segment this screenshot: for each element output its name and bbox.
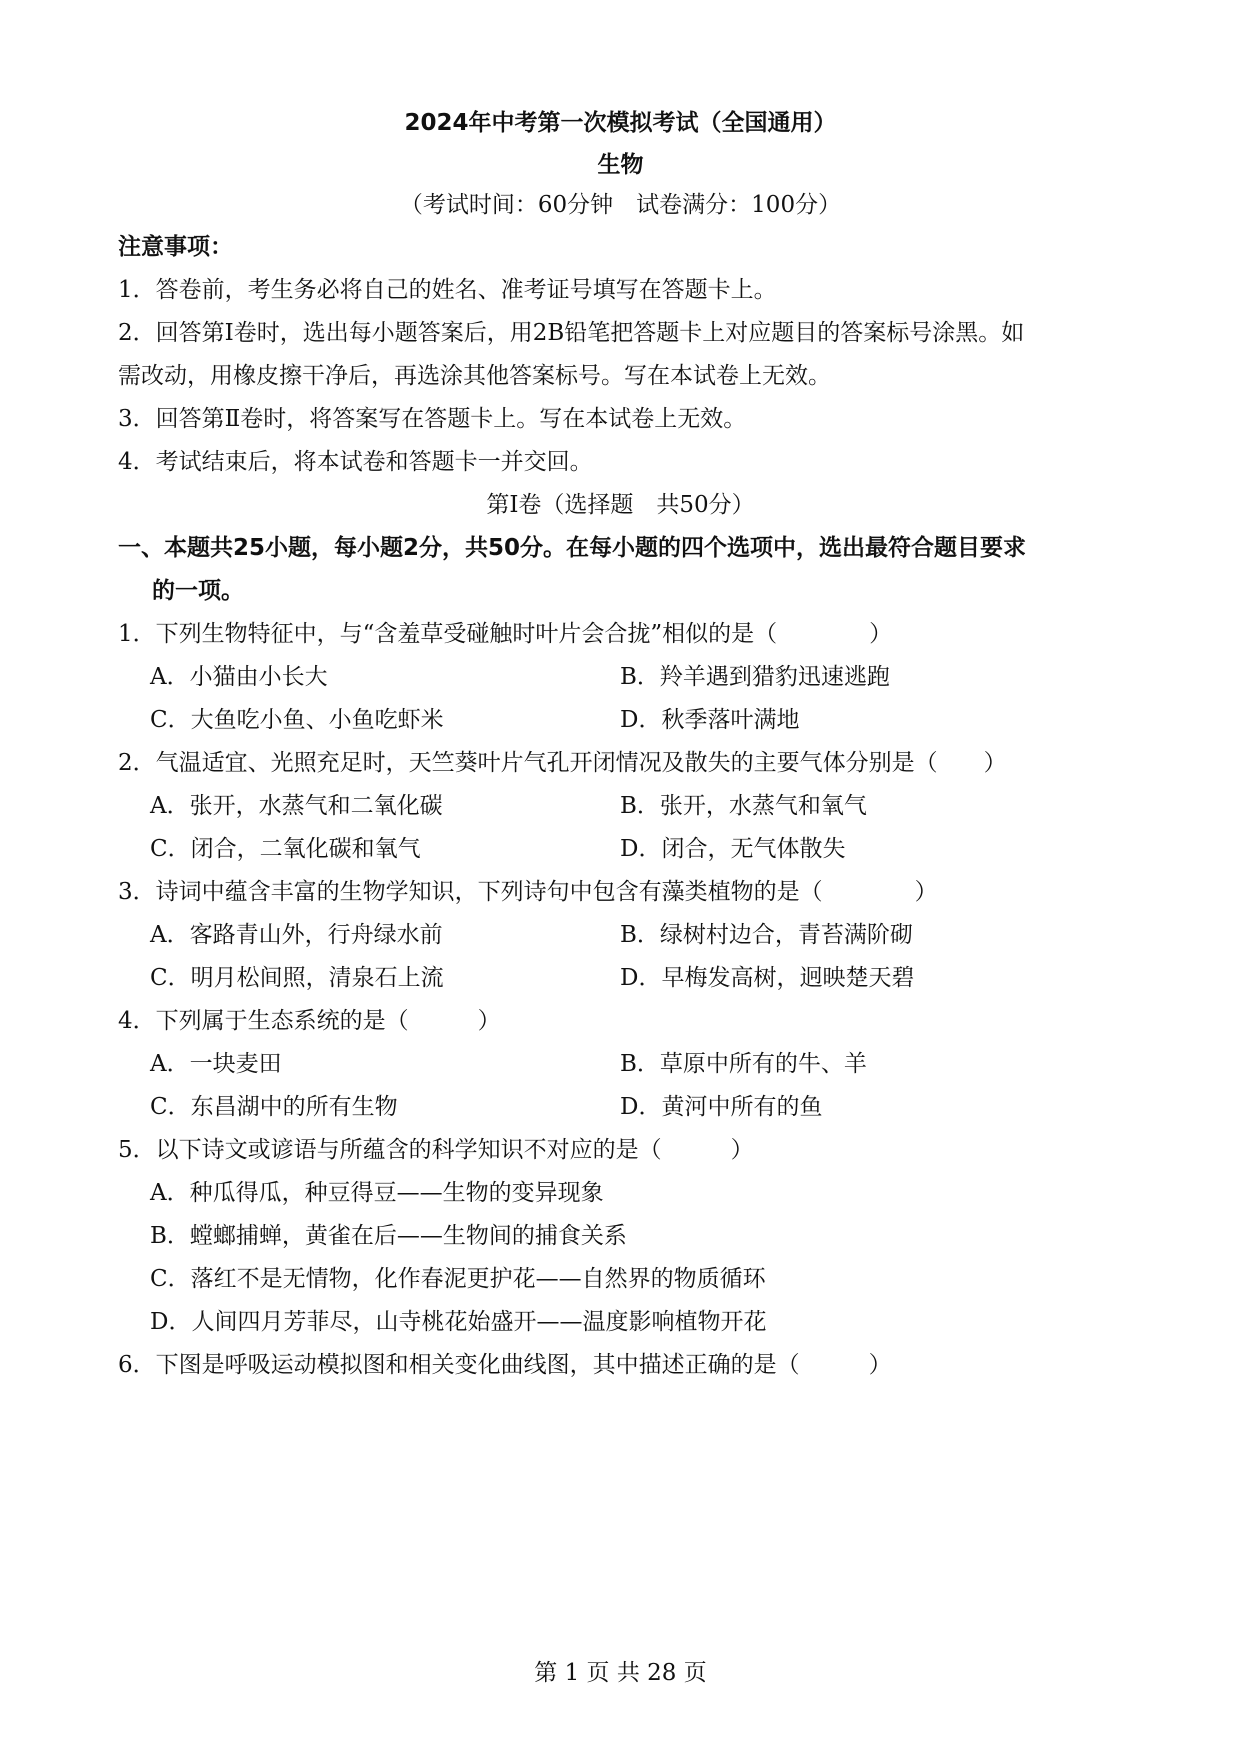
question-5-option-d: D．人间四月芳菲尽，山寺桃花始盛开——温度影响植物开花: [150, 1309, 767, 1335]
exam-info: （考试时间：60分钟 试卷满分：100分）: [399, 192, 842, 218]
question-3-option-a: A．客路青山外，行舟绿水前: [150, 922, 443, 948]
question-5-option-a: A．种瓜得瓜，种豆得豆——生物的变异现象: [150, 1180, 604, 1206]
question-2-option-c: C．闭合，二氧化碳和氧气: [150, 836, 421, 862]
question-3-stem: 3．诗词中蕴含丰富的生物学知识，下列诗句中包含有藻类植物的是（ ）: [118, 879, 938, 905]
note-item-2-cont: 需改动，用橡皮擦干净后，再选涂其他答案标号。写在本试卷上无效。: [118, 363, 831, 389]
question-4-option-b: B．草原中所有的牛、羊: [620, 1051, 867, 1077]
question-1-stem: 1．下列生物特征中，与“含羞草受碰触时叶片会合拢”相似的是（ ）: [118, 621, 893, 647]
question-4-stem: 4．下列属于生态系统的是（ ）: [118, 1008, 501, 1034]
question-4-option-c: C．东昌湖中的所有生物: [150, 1094, 398, 1120]
question-2-option-a: A．张开，水蒸气和二氧化碳: [150, 793, 443, 819]
note-item-2: 2．回答第Ⅰ卷时，选出每小题答案后，用2B铅笔把答题卡上对应题目的答案标号涂黑。如: [118, 320, 1025, 346]
question-2-stem: 2．气温适宜、光照充足时，天竺葵叶片气孔开闭情况及散失的主要气体分别是（ ）: [118, 750, 1007, 776]
question-1-option-b: B．羚羊遇到猎豹迅速逃跑: [620, 664, 890, 690]
question-1-option-c: C．大鱼吃小鱼、小鱼吃虾米: [150, 707, 444, 733]
question-5-option-c: C．落红不是无情物，化作春泥更护花——自然界的物质循环: [150, 1266, 766, 1292]
section-instruction-cont: 的一项。: [152, 578, 244, 604]
question-3-option-c: C．明月松间照，清泉石上流: [150, 965, 444, 991]
note-item-4: 4．考试结束后，将本试卷和答题卡一并交回。: [118, 449, 593, 475]
question-5-stem: 5．以下诗文或谚语与所蕴含的科学知识不对应的是（ ）: [118, 1137, 754, 1163]
question-1-option-a: A．小猫由小长大: [150, 664, 328, 690]
section-instruction: 一、本题共25小题，每小题2分，共50分。在每小题的四个选项中，选出最符合题目要求: [118, 535, 1027, 561]
question-4-option-d: D．黄河中所有的鱼: [620, 1094, 823, 1120]
note-item-3: 3．回答第Ⅱ卷时，将答案写在答题卡上。写在本试卷上无效。: [118, 406, 747, 432]
subject-title: 生物: [597, 152, 644, 178]
question-6-stem: 6．下图是呼吸运动模拟图和相关变化曲线图，其中描述正确的是（ ）: [118, 1352, 892, 1378]
question-3-option-b: B．绿树村边合，青苔满阶砌: [620, 922, 913, 948]
question-4-option-a: A．一块麦田: [150, 1051, 282, 1077]
question-2-option-b: B．张开，水蒸气和氧气: [620, 793, 867, 819]
exam-title: 2024年中考第一次模拟考试（全国通用）: [404, 110, 837, 136]
section-title: 第Ⅰ卷（选择题 共50分）: [486, 492, 755, 518]
question-2-option-d: D．闭合，无气体散失: [620, 836, 846, 862]
question-5-option-b: B．螳螂捕蝉，黄雀在后——生物间的捕食关系: [150, 1223, 627, 1249]
page-number: 第 1 页 共 28 页: [534, 1660, 707, 1686]
question-3-option-d: D．早梅发高树，迥映楚天碧: [620, 965, 915, 991]
notes-heading: 注意事项：: [118, 234, 233, 260]
question-1-option-d: D．秋季落叶满地: [620, 707, 800, 733]
note-item-1: 1．答卷前，考生务必将自己的姓名、准考证号填写在答题卡上。: [118, 277, 777, 303]
